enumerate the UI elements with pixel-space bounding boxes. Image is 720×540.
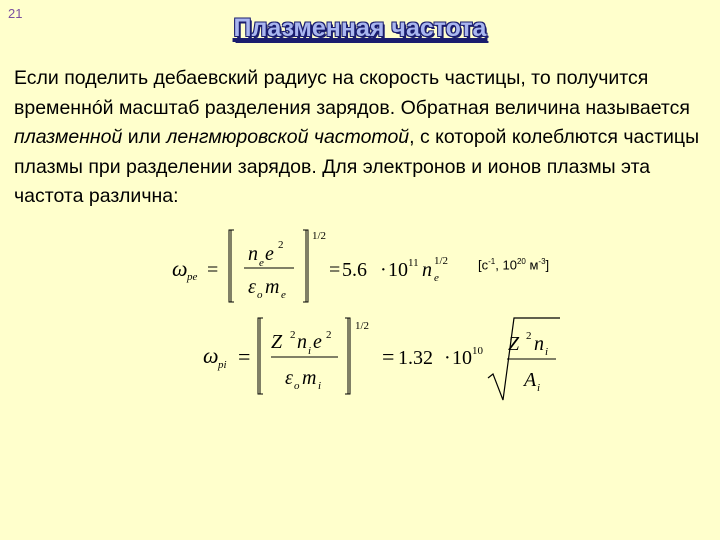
sqrt-Z-sup: 2: [526, 330, 532, 342]
sqrt-A: A: [524, 369, 537, 391]
den-m-sub: i: [318, 380, 322, 392]
den-eps: ε: [248, 276, 256, 298]
num-Z-sup: 2: [290, 329, 296, 341]
omega-pi-sub: pi: [218, 359, 227, 371]
rhs-n-sub: e: [434, 272, 439, 284]
den-m: m: [265, 276, 280, 298]
equals-1: =: [207, 259, 219, 281]
left-bracket: [229, 230, 234, 302]
units-label: [$с^{-1}$, $10^{20}$ $м^{-3}$]: [478, 257, 550, 273]
den-eps-sub: o: [257, 289, 263, 301]
equals-2: =: [382, 344, 395, 369]
num-e: e: [313, 331, 322, 353]
num-e-sup: 2: [278, 239, 284, 251]
num-n-sub: e: [259, 257, 264, 269]
num-n-sub: i: [308, 345, 312, 357]
den-m-sub: e: [281, 289, 286, 301]
omega-pe-sub: pe: [187, 271, 198, 283]
sqrt-n: n: [534, 333, 544, 355]
omega-pi: ω: [203, 343, 219, 368]
omega-pe: ω: [172, 256, 188, 281]
sqrt-n-sub: i: [545, 346, 549, 358]
right-bracket: [303, 230, 308, 302]
slide-number: 21: [8, 6, 23, 21]
ten: 10: [388, 259, 408, 281]
text-italic-plasma: плазменной: [14, 126, 123, 148]
rhs-n-sup: 1/2: [434, 255, 449, 267]
slide-title: Плазменная частота: [233, 14, 487, 42]
exponent-half: 1/2: [355, 320, 370, 332]
coefficient: 1.32: [398, 347, 433, 369]
num-n: n: [248, 243, 258, 265]
sqrt-Z: Z: [508, 333, 520, 355]
text-part-3: , с которой колеблются частицы плазмы при разделении зарядов. Для электронов и ионов плазмы эта частота различна:: [14, 126, 700, 207]
text-part-1: Если поделить дебаевский радиус на скорость частицы, то получится временнóй масштаб разделения зарядов. Обратная величина называется: [14, 67, 690, 119]
mult-dot: ·: [444, 347, 451, 369]
num-e-sup: 2: [326, 329, 332, 341]
num-e: e: [265, 243, 274, 265]
ten-exp: 11: [408, 257, 419, 269]
den-eps: ε: [285, 367, 293, 389]
ten-exp: 10: [472, 345, 483, 357]
text-italic-langmuir: ленгмюровской частотой: [166, 126, 410, 148]
den-eps-sub: o: [294, 380, 300, 392]
equals-2: =: [329, 259, 341, 281]
mult-dot: ·: [380, 259, 387, 281]
exponent-half: 1/2: [312, 230, 327, 242]
rhs-n: n: [422, 259, 432, 281]
sqrt-A-sub: i: [537, 382, 541, 394]
coefficient: 5.6: [342, 259, 367, 281]
ten: 10: [452, 347, 472, 369]
equals-1: =: [238, 344, 251, 369]
text-part-2: или: [122, 126, 167, 148]
num-Z: Z: [271, 331, 283, 353]
den-m: m: [302, 367, 317, 389]
num-n: n: [297, 331, 307, 353]
